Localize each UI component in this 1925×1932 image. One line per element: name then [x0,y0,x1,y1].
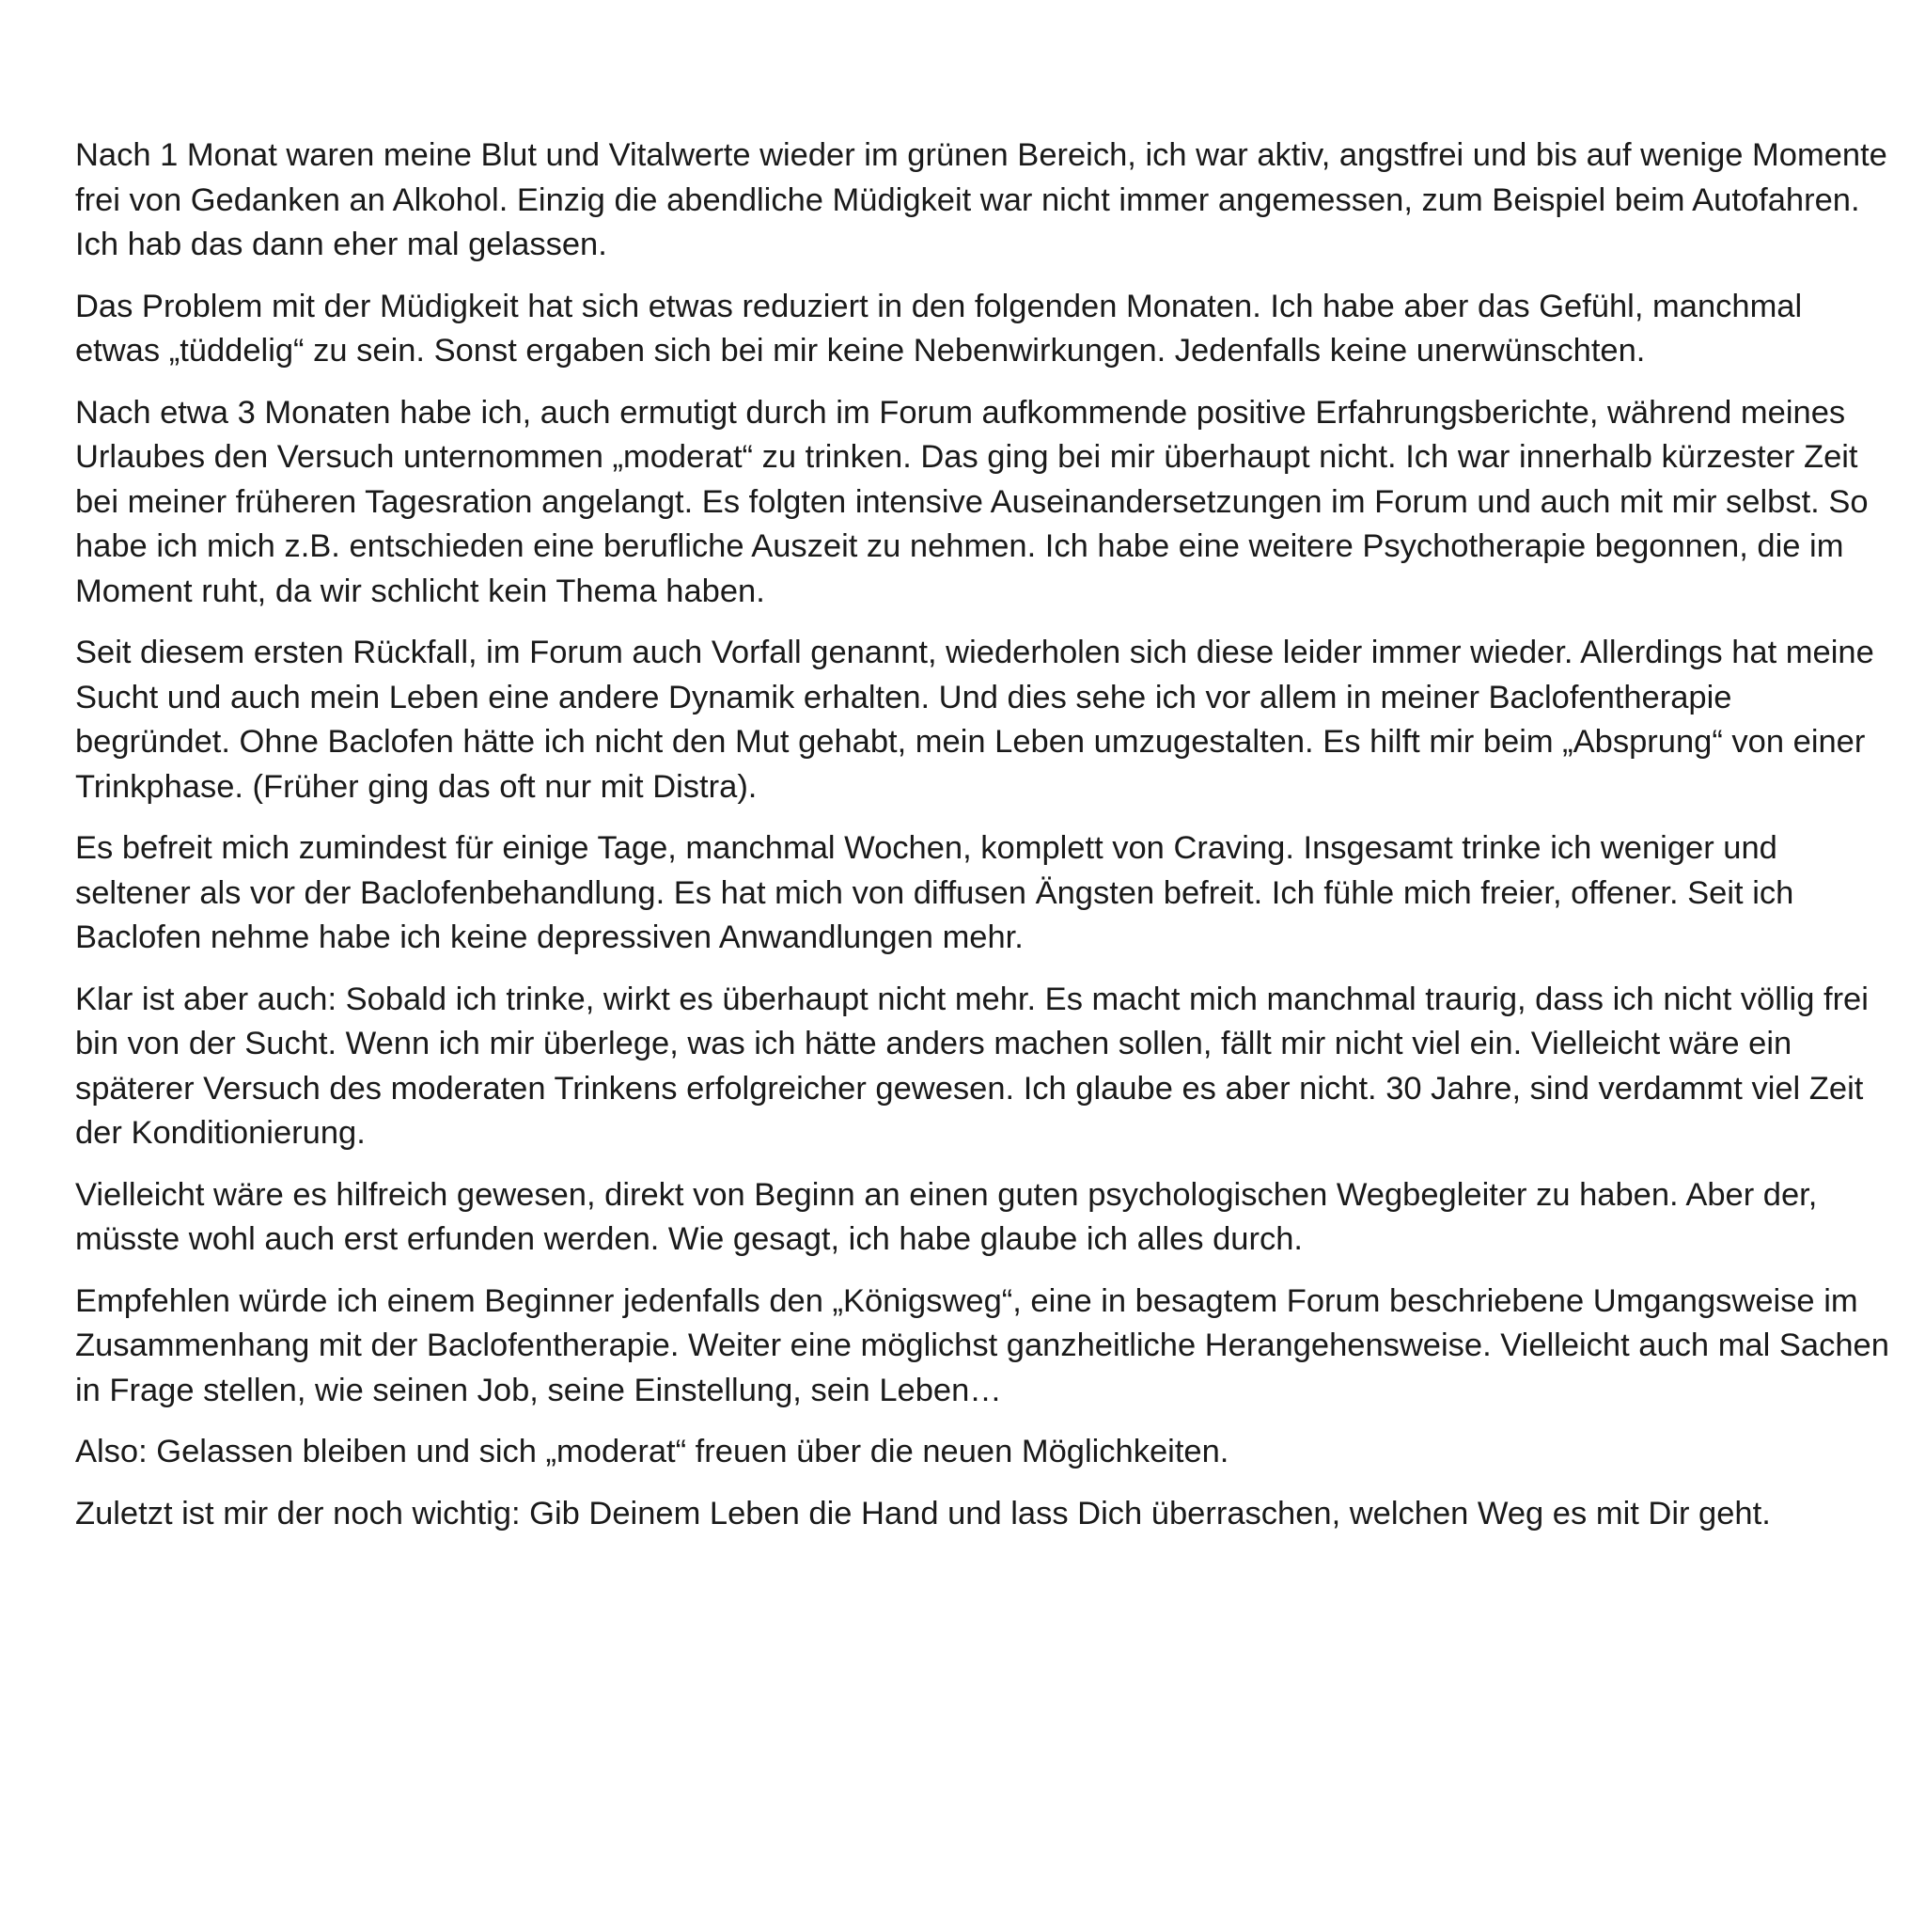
paragraph-2: Das Problem mit der Müdigkeit hat sich etwas reduziert in den folgenden Monaten. Ich habe aber das Gefühl, manchmal etwas „tüddelig“ zu sein. Sonst ergaben sich bei mir keine Nebenwirkungen. Jedenfalls keine unerwünschten. [75,288,1803,369]
paragraph-3: Nach etwa 3 Monaten habe ich, auch ermutigt durch im Forum aufkommende positive Erfahrungsberichte, während meines Urlaubes den Versuch unternommen „moderat“ zu trinken. Das ging bei mir überhaupt nicht. Ich war innerhalb kürzester Zeit bei meiner früheren Tagesration angelangt. Es folgten intensive Auseinandersetzungen im Forum und auch mit mir selbst. So habe ich mich z.B. entschieden eine berufliche Auszeit zu nehmen. Ich habe eine weitere Psychotherapie begonnen, die im Moment ruht, da wir schlicht kein Thema haben. [75,394,1869,609]
paragraph-7: Vielleicht wäre es hilfreich gewesen, direkt von Beginn an einen guten psychologischen Wegbegleiter zu haben. Aber der, müsste wohl auch erst erfunden werden. Wie gesagt, ich habe glaube ich alles durch. [75,1176,1818,1257]
paragraph-6: Klar ist aber auch: Sobald ich trinke, wirkt es überhaupt nicht mehr. Es macht mich manchmal traurig, dass ich nicht völlig frei bin von der Sucht. Wenn ich mir überlege, was ich hätte anders machen sollen, fällt mir nicht viel ein. Vielleicht wäre ein späterer Versuch des moderaten Trinkens erfolgreicher gewesen. Ich glaube es aber nicht. 30 Jahre, sind verdammt viel Zeit der Konditionierung. [75,981,1869,1151]
paragraph-4: Seit diesem ersten Rückfall, im Forum auch Vorfall genannt, wiederholen sich diese leider immer wieder. Allerdings hat meine Sucht und auch mein Leben eine andere Dynamik erhalten. Und dies sehe ich vor allem in meiner Baclofentherapie begründet. Ohne Baclofen hätte ich nicht den Mut gehabt, mein Leben umzugestalten. Es hilft mir beim „Absprung“ von einer Trinkphase. (Früher ging das oft nur mit Distra). [75,635,1874,805]
paragraph-1: Nach 1 Monat waren meine Blut und Vitalwerte wieder im grünen Bereich, ich war aktiv, angstfrei und bis auf wenige Momente frei von Gedanken an Alkohol. Einzig die abendliche Müdigkeit war nicht immer angemessen, zum Beispiel beim Autofahren. Ich hab das dann eher mal gelassen. [75,137,1887,262]
paragraph-5: Es befreit mich zumindest für einige Tage, manchmal Wochen, komplett von Craving. Insgesamt trinke ich weniger und seltener als vor der Baclofenbehandlung. Es hat mich von diffusen Ängsten befreit. Ich fühle mich freier, offener. Seit ich Baclofen nehme habe ich keine depressiven Anwandlungen mehr. [75,830,1794,955]
paragraph-9: Also: Gelassen bleiben und sich „moderat“ freuen über die neuen Möglichkeiten. [75,1434,1229,1469]
document-body [75,134,1889,1553]
paragraph-10: Zuletzt ist mir der noch wichtig: Gib Deinem Leben die Hand und lass Dich überraschen, welchen Weg es mit Dir geht. [75,1495,1771,1531]
paragraph-8: Empfehlen würde ich einem Beginner jedenfalls den „Königsweg“, eine in besagtem Forum beschriebene Umgangsweise im Zusammenhang mit der Baclofentherapie. Weiter eine möglichst ganzheitliche Herangehensweise. Vielleicht auch mal Sachen in Frage stellen, wie seinen Job, seine Einstellung, sein Leben… [75,1282,1889,1408]
